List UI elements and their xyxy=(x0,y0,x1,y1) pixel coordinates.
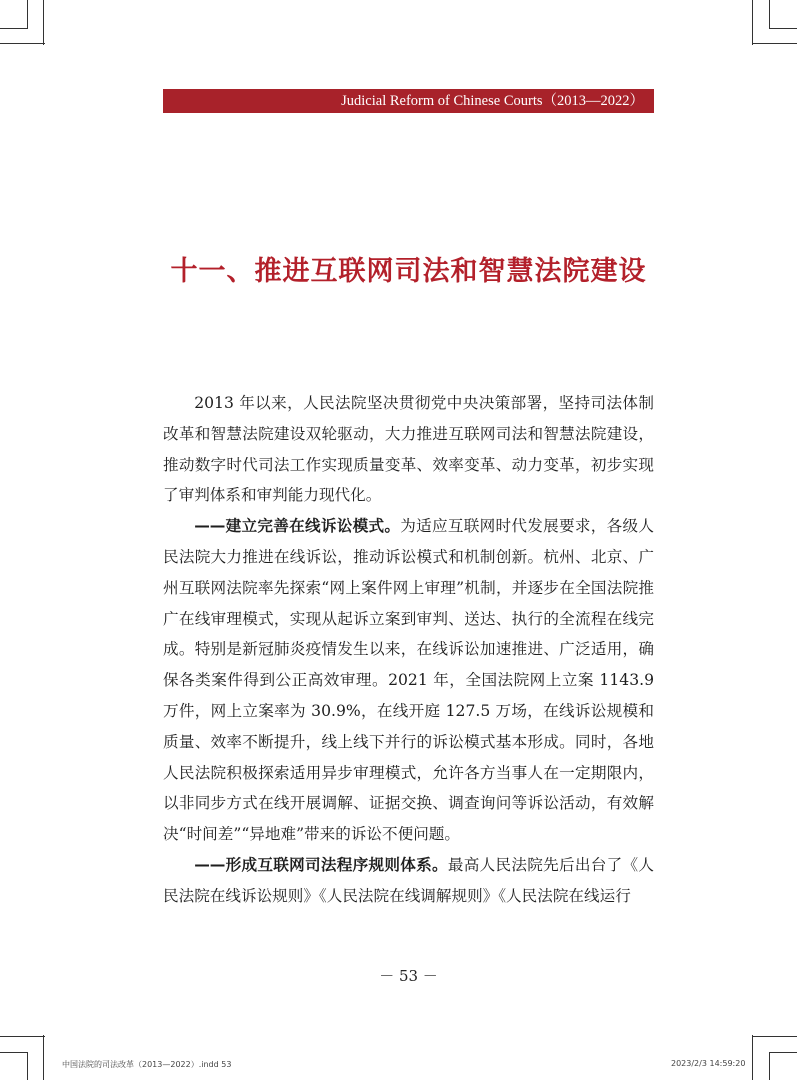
paragraph-lead: ——建立完善在线诉讼模式。 xyxy=(194,517,401,536)
running-header xyxy=(163,89,654,113)
crop-mark-top-right-v2 xyxy=(769,0,770,28)
chapter-title: 十一、推进互联网司法和智慧法院建设 xyxy=(170,256,647,287)
footer-timestamp: 2023/2/3 14:59:20 xyxy=(671,1059,746,1068)
crop-mark-bottom-left-v2 xyxy=(27,1052,28,1080)
running-header-title: Judicial Reform of Chinese Courts（2013—2022） xyxy=(341,93,644,109)
paragraph xyxy=(163,388,654,511)
paragraph-text: 为适应互联网时代发展要求，各级人民法院大力推进在线诉讼，推动诉讼模式和机制创新。杭州、北京、广州互联网法院率先探索“网上案件网上审理”机制，并逐步在全国法院推广在线审理模式，实现从起诉立案到审判、送达、执行的全流程在线完成。特别是新冠肺炎疫情发生以来，在线诉讼加速推进、广泛适用，确保各类案件得到公正高效审理。2021 年，全国法院网上立案 1143.9 万件，网上立案率为 30.9%，在线开庭 127.5 万场，在线诉讼规模和质量、效率不断提升，线上线下并行的诉讼模式基本形成。同时，各地人民法院积极探索适用异步审理模式，允许各方当事人在一定期限内，以非同步方式在线开展调解、证据交换、调查询问等诉讼活动，有效解决“时间差”“异地难”带来的诉讼不便问题。 xyxy=(163,517,654,844)
page-number: － 53 － xyxy=(379,967,438,985)
paragraph-text: 2013 年以来，人民法院坚决贯彻党中央决策部署，坚持司法体制改革和智慧法院建设双轮驱动，大力推进互联网司法和智慧法院建设，推动数字时代司法工作实现质量变革、效率变革、动力变革，初步实现了审判体系和审判能力现代化。 xyxy=(163,394,654,505)
footer-file-name: 中国法院的司法改革（2013—2022）.indd 53 xyxy=(62,1060,232,1069)
crop-mark-top-right-v xyxy=(752,0,753,45)
crop-mark-bottom-right-v2 xyxy=(769,1052,770,1080)
crop-mark-bottom-left-h2 xyxy=(0,1052,28,1053)
body-text xyxy=(163,388,654,912)
paragraph-text: 最高人民法院先后出台了《人民法院在线诉讼规则》《人民法院在线调解规则》《人民法院在线运行 xyxy=(163,855,654,905)
crop-mark-bottom-right-h2 xyxy=(769,1052,797,1053)
crop-mark-top-left-h2 xyxy=(0,28,28,29)
paragraph-lead: ——形成互联网司法程序规则体系。 xyxy=(194,855,448,874)
crop-mark-bottom-left-h xyxy=(0,1036,45,1037)
paragraph xyxy=(163,511,654,850)
crop-mark-bottom-right-v xyxy=(752,1035,753,1080)
crop-mark-top-left-v2 xyxy=(27,0,28,28)
crop-mark-top-left-h xyxy=(0,43,45,44)
crop-mark-top-left-v xyxy=(43,0,44,45)
paragraph xyxy=(163,850,654,912)
crop-mark-top-right-h xyxy=(752,43,797,44)
crop-mark-bottom-left-v xyxy=(43,1035,44,1080)
crop-mark-top-right-h2 xyxy=(769,28,797,29)
crop-mark-bottom-right-h xyxy=(752,1036,797,1037)
